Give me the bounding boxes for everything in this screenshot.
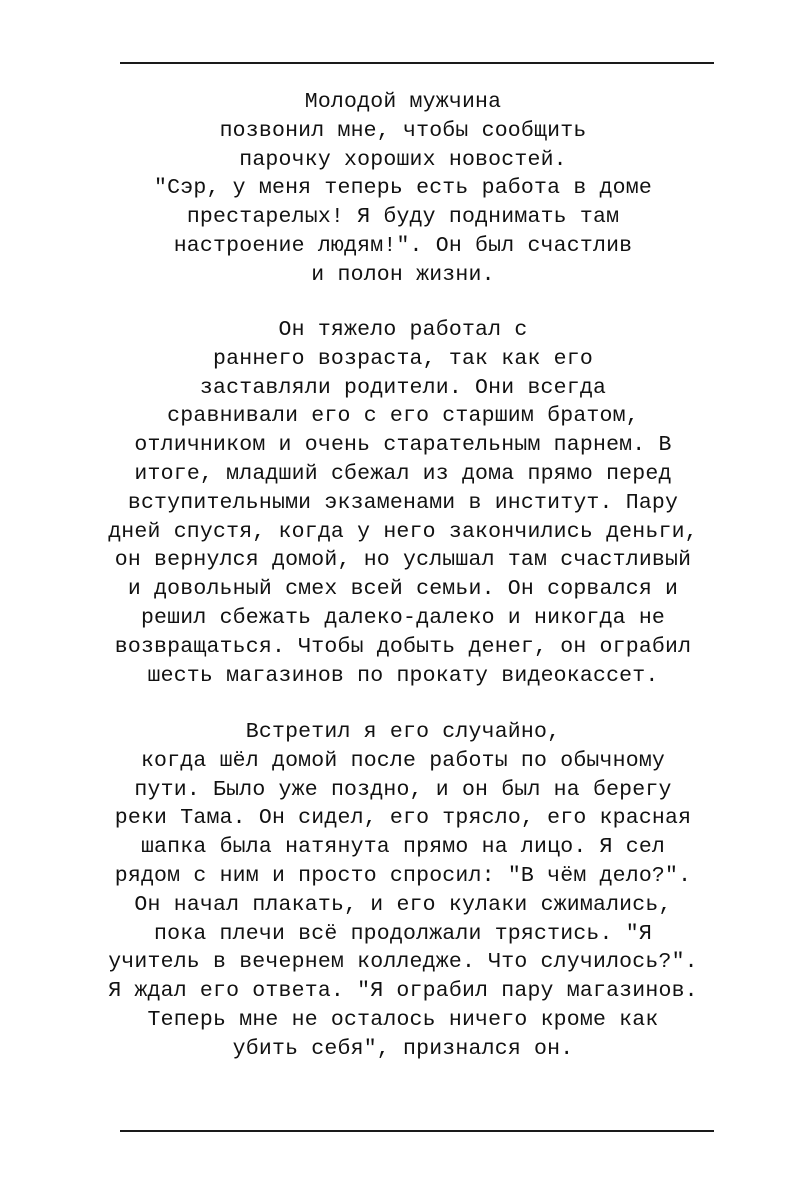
text-line: Молодой мужчина — [304, 90, 502, 114]
top-divider — [120, 62, 714, 64]
text-line: отличником и очень старательным парнем. В — [134, 433, 672, 458]
text-line: настроение людям!". Он был счастлив — [173, 233, 633, 258]
text-line: рядом с ним и просто спросил: "В чём дело?". — [114, 863, 692, 888]
text-line: возвращаться. Чтобы добыть денег, он ограбил — [114, 634, 692, 659]
bottom-divider — [120, 1130, 714, 1132]
text-line: Встретил я его случайно, — [245, 720, 561, 744]
text-line: вступительными экзаменами в институт. Пару — [127, 490, 679, 515]
text-line: учитель в вечернем колледже. Что случилось?". — [108, 950, 698, 975]
text-line: реки Тама. Он сидел, его трясло, его красная — [114, 806, 692, 831]
text-line: и довольный смех всей семьи. Он сорвался и — [127, 577, 679, 602]
text-line: решил сбежать далеко-далеко и никогда не — [140, 605, 666, 630]
paragraph-2 — [0, 316, 806, 690]
text-line: шапка была натянута прямо на лицо. Я сел — [140, 835, 666, 860]
text-line: дней спустя, когда у него закончились деньги, — [108, 519, 698, 544]
text-line: Он начал плакать, и его кулаки сжимались, — [134, 892, 672, 917]
text-line: заставляли родители. Они всегда — [199, 375, 607, 400]
text-line: престарелых! Я буду поднимать там — [186, 205, 620, 230]
text-line: Я ждал его ответа. "Я ограбил пару магазинов. — [108, 979, 698, 1004]
text-line: когда шёл домой после работы по обычному — [140, 748, 666, 773]
paragraph-1 — [0, 88, 806, 290]
paragraph-3 — [0, 718, 806, 1064]
text-line: шесть магазинов по прокату видеокассет. — [147, 663, 659, 688]
text-line: парочку хороших новостей. — [239, 147, 567, 172]
text-line: он вернулся домой, но услышал там счастливый — [114, 548, 692, 573]
text-line: позвонил мне, чтобы сообщить — [219, 118, 587, 143]
text-line: Он тяжело работал с — [278, 318, 528, 342]
text-line: итоге, младший сбежал из дома прямо перед — [134, 461, 672, 486]
text-line: пути. Было уже поздно, и он был на берегу — [134, 777, 672, 802]
text-line: Теперь мне не осталось ничего кроме как — [147, 1007, 659, 1032]
text-line: сравнивали его с его старшим братом, — [167, 404, 639, 429]
text-line: "Сэр, у меня теперь есть работа в доме — [154, 176, 652, 201]
text-line: пока плечи всё продолжали трястись. "Я — [154, 921, 652, 946]
text-line: убить себя", признался он. — [232, 1036, 574, 1061]
text-line: раннего возраста, так как его — [213, 346, 593, 371]
text-line: и полон жизни. — [311, 262, 495, 287]
